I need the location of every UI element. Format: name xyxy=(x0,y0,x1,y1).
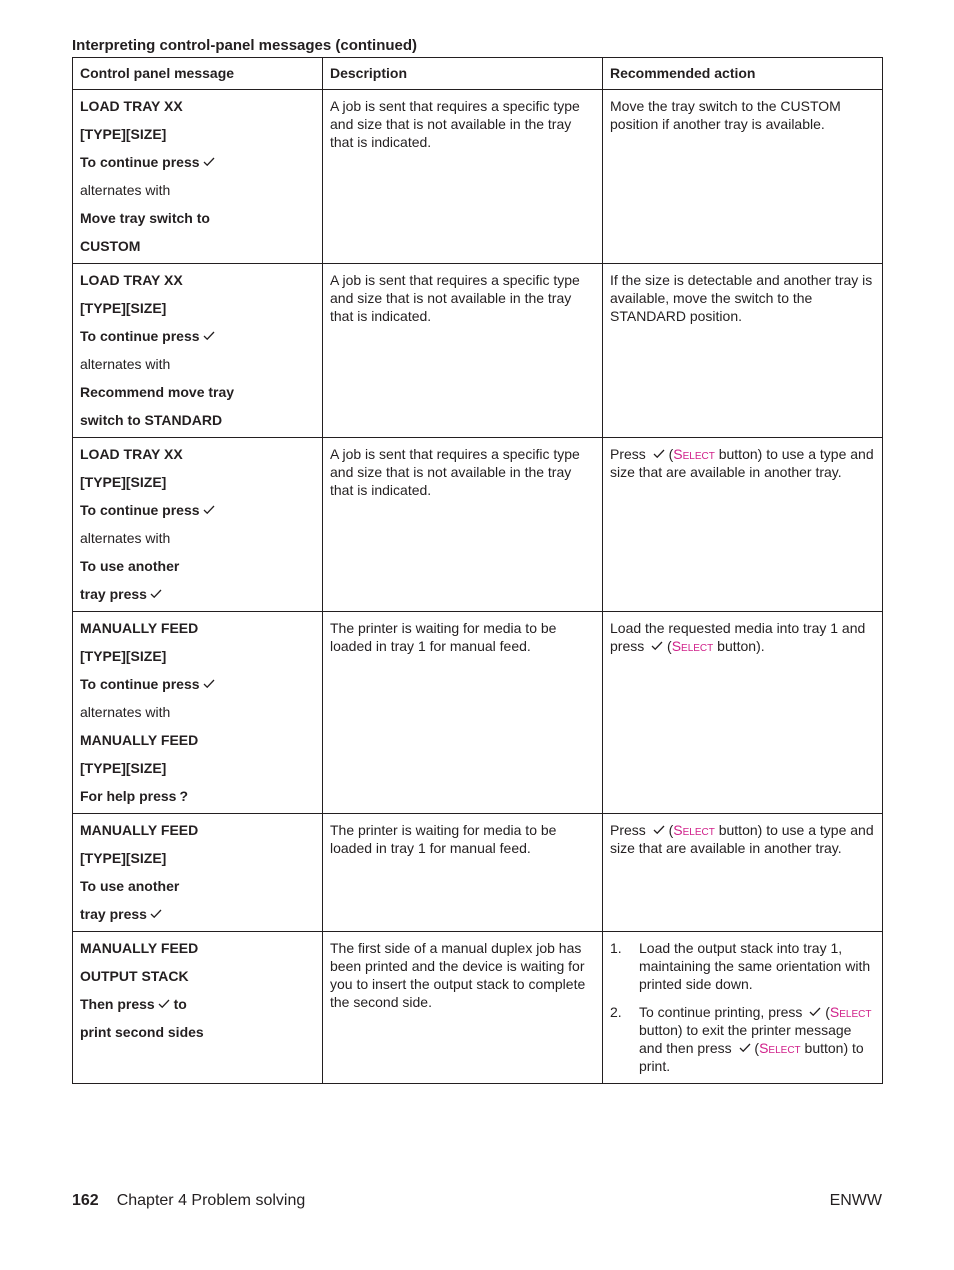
message-text: to xyxy=(173,996,187,1012)
check-icon xyxy=(653,825,665,835)
table-row xyxy=(73,814,883,932)
message-line xyxy=(80,299,315,317)
recommended-action-cell xyxy=(603,814,883,932)
description-cell: A job is sent that requires a specific type and size that is not available in the tray that is indicated. xyxy=(323,438,603,612)
action-text: ( xyxy=(750,1040,760,1056)
message-line xyxy=(80,209,315,227)
action-text: Load the requested media into tray 1 and press xyxy=(610,620,866,654)
step-number: 1. xyxy=(610,940,622,956)
action-text: Press xyxy=(610,446,650,462)
message-line xyxy=(80,271,315,289)
check-icon xyxy=(739,1043,751,1053)
select-button-label: Select xyxy=(673,822,715,838)
message-text: To use another xyxy=(80,558,180,574)
message-text: [TYPE][SIZE] xyxy=(80,300,167,316)
message-text: Move tray switch to xyxy=(80,210,210,226)
message-line xyxy=(80,967,315,985)
description-cell: The printer is waiting for media to be loaded in tray 1 for manual feed. xyxy=(323,814,603,932)
table-row xyxy=(73,438,883,612)
message-line xyxy=(80,355,315,373)
message-text: alternates with xyxy=(80,356,171,372)
page-footer-right: ENWW xyxy=(829,1192,882,1209)
header-control-panel-message: Control panel message xyxy=(73,58,323,90)
description-cell: A job is sent that requires a specific type and size that is not available in the tray that is indicated. xyxy=(323,264,603,438)
control-panel-message-cell xyxy=(73,814,323,932)
message-line xyxy=(80,821,315,839)
message-line xyxy=(80,327,315,345)
message-line xyxy=(80,731,315,749)
table-row xyxy=(73,932,883,1084)
action-text: button) to exit the printer message and then press xyxy=(639,1022,852,1056)
action-text: To continue printing, press xyxy=(639,1004,807,1020)
message-line xyxy=(80,849,315,867)
message-text: MANUALLY FEED xyxy=(80,822,199,838)
control-panel-message-cell xyxy=(73,932,323,1084)
description-cell: The printer is waiting for media to be loaded in tray 1 for manual feed. xyxy=(323,612,603,814)
message-line xyxy=(80,877,315,895)
description-cell: A job is sent that requires a specific type and size that is not available in the tray that is indicated. xyxy=(323,90,603,264)
check-icon xyxy=(150,909,162,919)
recommended-action-cell: Move the tray switch to the CUSTOM position if another tray is available. xyxy=(603,90,883,264)
message-line xyxy=(80,675,315,693)
chapter-title: Chapter 4 Problem solving xyxy=(116,1192,306,1209)
action-text: button). xyxy=(713,638,765,654)
recommended-action-cell xyxy=(603,932,883,1084)
message-text: print second sides xyxy=(80,1024,204,1040)
message-text: MANUALLY FEED xyxy=(80,732,199,748)
message-line xyxy=(80,237,315,255)
action-text: Load the output stack into tray 1, maintaining the same orientation with printed side down. xyxy=(639,940,871,992)
check-icon xyxy=(809,1007,821,1017)
list-item xyxy=(610,939,875,993)
check-icon xyxy=(651,641,663,651)
help-icon: ? xyxy=(179,788,189,804)
message-text: For help press xyxy=(80,788,177,804)
message-text: OUTPUT STACK xyxy=(80,968,189,984)
message-line xyxy=(80,529,315,547)
check-icon xyxy=(203,505,215,515)
recommended-action-cell: If the size is detectable and another tray is available, move the switch to the STANDARD position. xyxy=(603,264,883,438)
message-text: [TYPE][SIZE] xyxy=(80,126,167,142)
message-line xyxy=(80,703,315,721)
message-line xyxy=(80,181,315,199)
message-text: alternates with xyxy=(80,704,171,720)
message-line xyxy=(80,383,315,401)
message-text: [TYPE][SIZE] xyxy=(80,648,167,664)
recommended-action-cell xyxy=(603,612,883,814)
message-text: LOAD TRAY XX xyxy=(80,98,183,114)
table-caption: Interpreting control-panel messages (continued) xyxy=(72,37,418,54)
message-text: [TYPE][SIZE] xyxy=(80,474,167,490)
message-text: MANUALLY FEED xyxy=(80,620,199,636)
message-line xyxy=(80,759,315,777)
message-text: alternates with xyxy=(80,182,171,198)
message-text: switch to STANDARD xyxy=(80,412,223,428)
table-row xyxy=(73,264,883,438)
description-cell: The first side of a manual duplex job has been printed and the device is waiting for you to insert the output stack to complete the second side. xyxy=(323,932,603,1084)
action-text: ( xyxy=(664,446,674,462)
message-text: To continue press xyxy=(80,676,200,692)
action-text: button) to use a type and size that are available in another tray. xyxy=(610,822,874,856)
action-text: ( xyxy=(821,1004,830,1020)
message-text: [TYPE][SIZE] xyxy=(80,760,167,776)
message-line xyxy=(80,557,315,575)
action-text: button) to use a type and size that are available in another tray. xyxy=(610,446,874,480)
check-icon xyxy=(203,157,215,167)
message-line xyxy=(80,445,315,463)
message-line xyxy=(80,1023,315,1041)
check-icon xyxy=(203,331,215,341)
message-text: CUSTOM xyxy=(80,238,141,254)
message-text: To continue press xyxy=(80,502,200,518)
action-text: button) to print. xyxy=(639,1040,864,1074)
table-header-row xyxy=(73,58,883,90)
message-line xyxy=(80,473,315,491)
header-recommended-action: Recommended action xyxy=(603,58,883,90)
control-panel-messages-table xyxy=(72,57,883,1084)
message-text: [TYPE][SIZE] xyxy=(80,850,167,866)
control-panel-message-cell xyxy=(73,438,323,612)
control-panel-message-cell xyxy=(73,264,323,438)
select-button-label: Select xyxy=(671,638,714,654)
message-line xyxy=(80,585,315,603)
message-line xyxy=(80,501,315,519)
message-text: To use another xyxy=(80,878,180,894)
message-line xyxy=(80,647,315,665)
message-line xyxy=(80,995,315,1013)
message-line xyxy=(80,787,315,805)
action-text: ( xyxy=(664,822,674,838)
list-item xyxy=(610,1003,875,1075)
message-text: To continue press xyxy=(80,328,200,344)
message-text: Recommend move tray xyxy=(80,384,235,400)
message-line xyxy=(80,411,315,429)
header-description: Description xyxy=(323,58,603,90)
message-text: To continue press xyxy=(80,154,200,170)
page-footer-left xyxy=(72,1192,305,1210)
select-button-label: Select xyxy=(829,1004,872,1020)
select-button-label: Select xyxy=(673,446,715,462)
check-icon xyxy=(653,449,665,459)
action-steps-list xyxy=(610,939,875,1075)
message-text: alternates with xyxy=(80,530,171,546)
check-icon xyxy=(150,589,162,599)
message-text: LOAD TRAY XX xyxy=(80,272,183,288)
message-text: LOAD TRAY XX xyxy=(80,446,183,462)
recommended-action-cell xyxy=(603,438,883,612)
select-button-label: Select xyxy=(759,1040,801,1056)
message-line xyxy=(80,939,315,957)
step-number: 2. xyxy=(610,1004,622,1020)
message-line xyxy=(80,97,315,115)
message-text: MANUALLY FEED xyxy=(80,940,199,956)
control-panel-message-cell xyxy=(73,612,323,814)
action-text: Press xyxy=(610,822,650,838)
control-panel-message-cell xyxy=(73,90,323,264)
table-row xyxy=(73,90,883,264)
check-icon xyxy=(203,679,215,689)
message-line xyxy=(80,619,315,637)
page-number: 162 xyxy=(72,1192,99,1209)
check-icon xyxy=(158,999,170,1009)
message-line xyxy=(80,153,315,171)
message-line xyxy=(80,905,315,923)
message-line xyxy=(80,125,315,143)
table-row xyxy=(73,612,883,814)
message-text: tray press xyxy=(80,906,147,922)
action-text: ( xyxy=(663,638,672,654)
message-text: tray press xyxy=(80,586,147,602)
message-text: Then press xyxy=(80,996,155,1012)
